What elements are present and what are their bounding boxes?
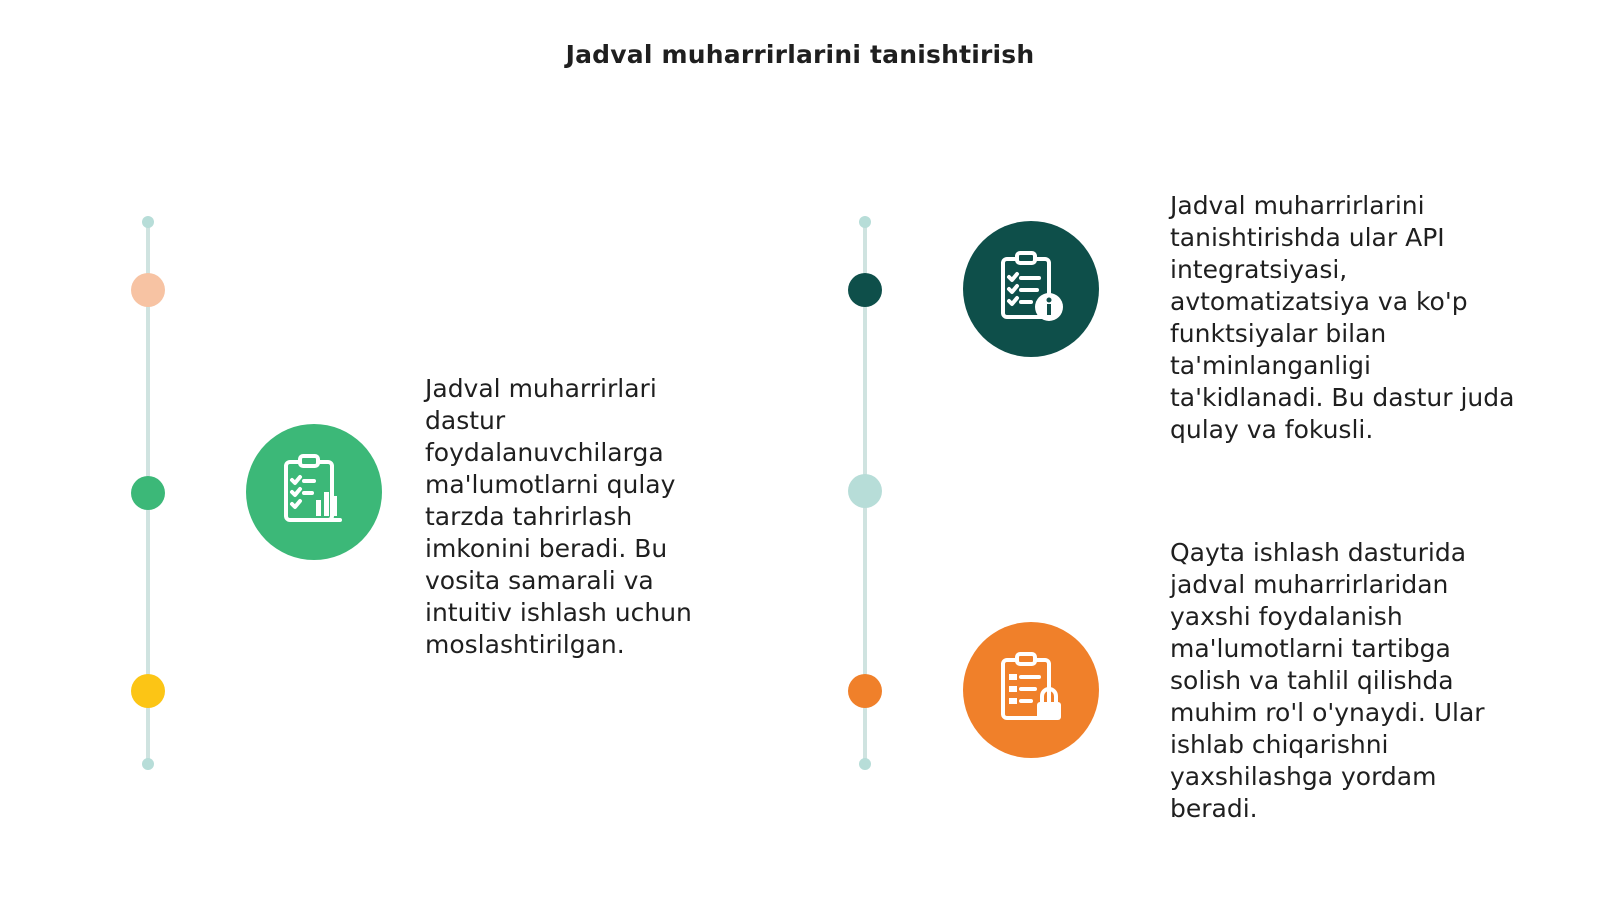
item-1-description: Jadval muharrirlari dastur foydalanuvchilarga ma'lumotlarni qulay tarzda tahrirlash imkonini beradi. Bu vosita samarali va intuitiv ishlash uchun moslashtirilgan. <box>425 374 692 659</box>
right-timeline-end-dot-top <box>859 216 871 228</box>
left-timeline-dot-green <box>131 476 165 510</box>
left-timeline-dot-yellow <box>131 674 165 708</box>
left-timeline-end-dot-top <box>142 216 154 228</box>
clipboard-chart-icon <box>246 424 382 560</box>
right-timeline-dot-light-teal <box>848 474 882 508</box>
item-2-description: Jadval muharrirlarini tanishtirishda ular API integratsiyasi, avtomatizatsiya va ko'p funktsiyalar bilan ta'minlanganligi ta'kidlanadi. Bu dastur juda qulay va fokusli. <box>1170 191 1515 444</box>
right-timeline-dot-dark-teal <box>848 273 882 307</box>
item-3-description: Qayta ishlash dasturida jadval muharrirlaridan yaxshi foydalanish ma'lumotlarni tartibga solish va tahlil qilishda muhim ro'l o'ynaydi. Ular ishlab chiqarishni yaxshilashga yordam beradi. <box>1170 538 1485 823</box>
clipboard-lock-icon <box>963 622 1099 758</box>
right-timeline-dot-orange <box>848 674 882 708</box>
left-timeline-end-dot-bottom <box>142 758 154 770</box>
clipboard-info-icon <box>963 221 1099 357</box>
page-title: Jadval muharrirlarini tanishtirish <box>565 40 1035 69</box>
right-timeline-end-dot-bottom <box>859 758 871 770</box>
left-timeline-dot-peach <box>131 273 165 307</box>
